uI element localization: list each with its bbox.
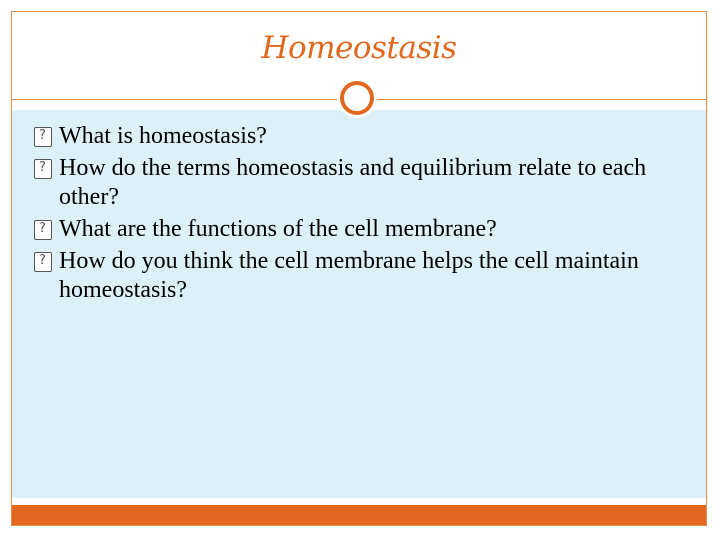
bullet-text: What are the functions of the cell membrane?: [59, 216, 497, 242]
bullet-text: How do the terms homeostasis and equilibrium relate to each other?: [59, 155, 647, 210]
slide-title: Homeostasis: [261, 30, 457, 66]
slide-frame: [11, 11, 707, 526]
bullet-text: What is homeostasis?: [59, 123, 267, 149]
bullet-text: How do you think the cell membrane helps the cell maintain homeostasis?: [59, 248, 639, 303]
